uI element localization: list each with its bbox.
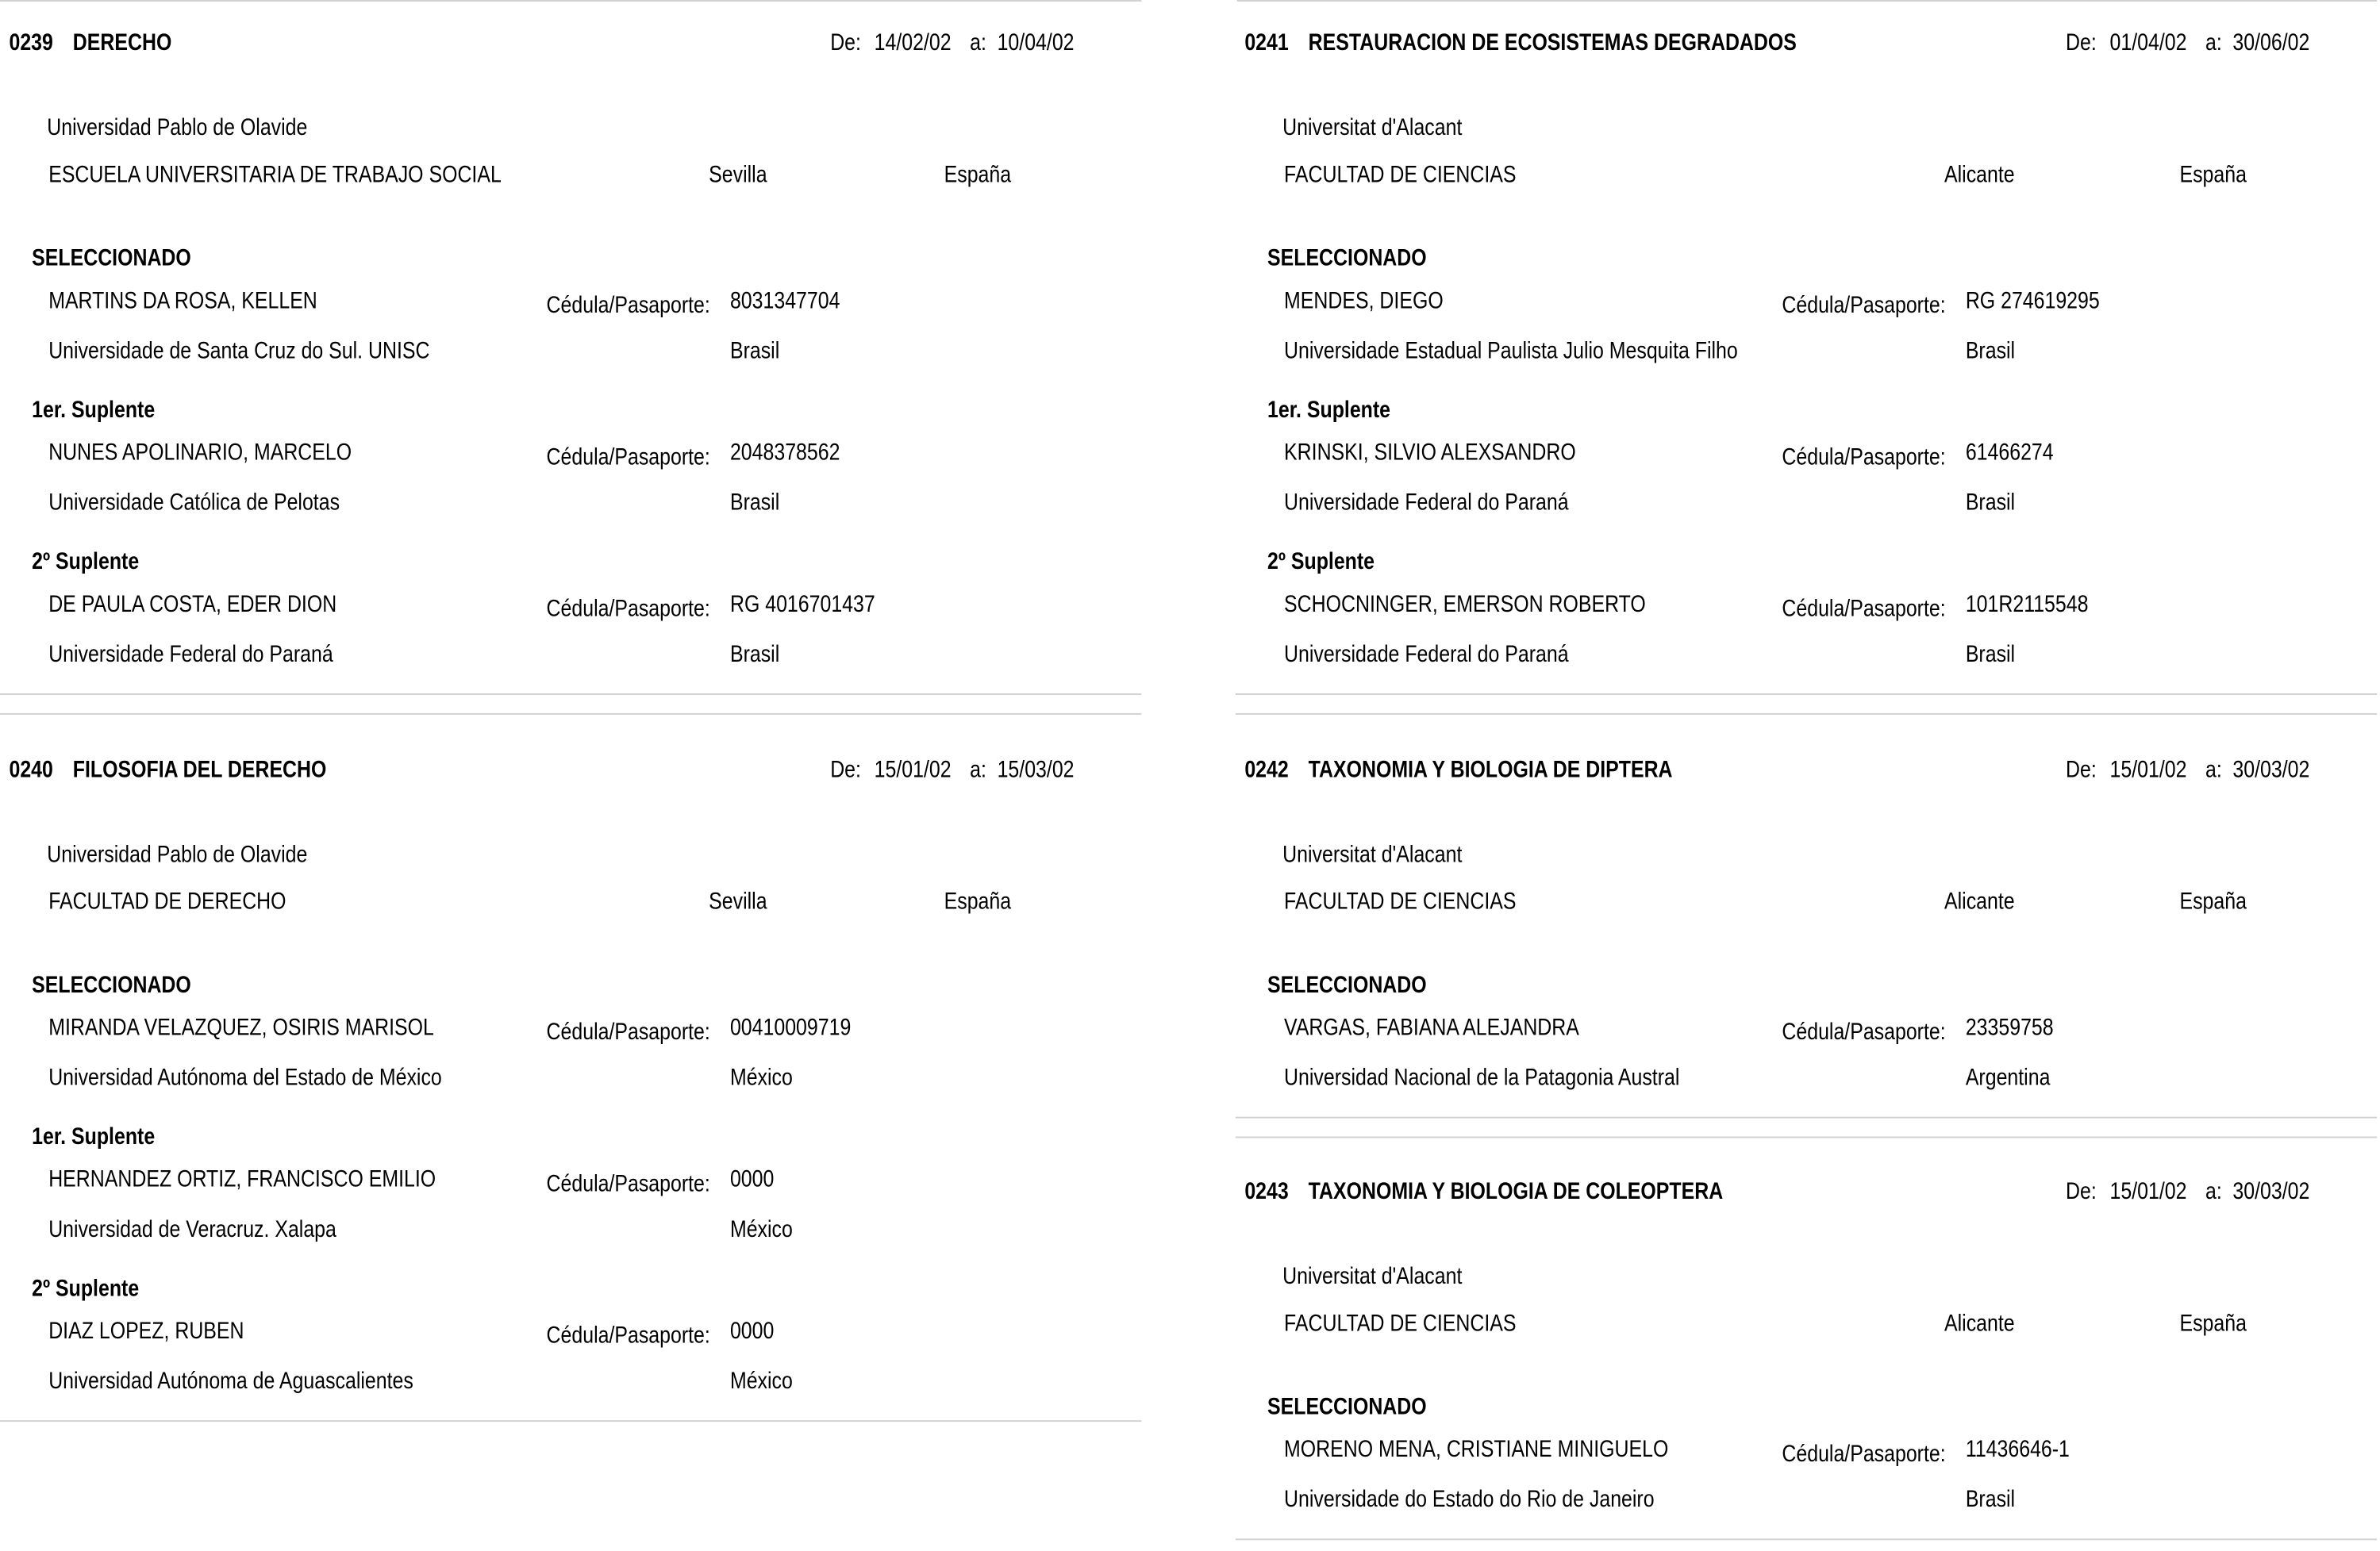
candidate-country: Brasil — [729, 642, 780, 668]
candidate-id: 101R2115548 — [1965, 591, 2089, 618]
candidate-name: KRINSKI, SILVIO ALEXSANDRO — [1284, 440, 1576, 466]
candidate-role: 1er. Suplente — [32, 1124, 156, 1150]
candidate-role: 2º Suplente — [32, 549, 140, 575]
date-to: 30/03/02 — [2232, 1179, 2310, 1205]
candidate-id: 11436646-1 — [1965, 1437, 2070, 1463]
block-divider — [0, 1420, 1141, 1422]
id-label: Cédula/Pasaporte: — [546, 1019, 710, 1046]
host-city: Alicante — [1944, 889, 2015, 916]
date-to: 15/03/02 — [997, 757, 1075, 783]
candidate-name: MORENO MENA, CRISTIANE MINIGUELO — [1284, 1437, 1669, 1463]
course-title: DERECHO — [72, 30, 172, 56]
date-to: 10/04/02 — [997, 30, 1075, 56]
host-country: España — [2179, 889, 2247, 916]
id-label: Cédula/Pasaporte: — [1782, 293, 1946, 319]
date-to: 30/06/02 — [2232, 30, 2310, 56]
host-university: Universidad Pablo de Olavide — [47, 115, 308, 141]
candidate-id: 8031347704 — [729, 288, 840, 314]
host-city: Sevilla — [709, 162, 767, 189]
block-divider — [0, 713, 1141, 715]
candidate-id: 2048378562 — [729, 440, 840, 466]
host-city: Alicante — [1944, 162, 2015, 189]
course-code: 0240 — [9, 757, 53, 783]
host-faculty: FACULTAD DE CIENCIAS — [1284, 889, 1517, 916]
candidate-role: SELECCIONADO — [1267, 1394, 1427, 1421]
host-country: España — [2179, 162, 2247, 189]
host-faculty: ESCUELA UNIVERSITARIA DE TRABAJO SOCIAL — [48, 162, 502, 189]
candidate-country: Brasil — [1965, 642, 2016, 668]
candidate-id: 00410009719 — [729, 1015, 852, 1042]
candidate-name: MENDES, DIEGO — [1284, 288, 1444, 314]
candidate-country: Brasil — [729, 338, 780, 365]
candidate-institution: Universidad de Veracruz. Xalapa — [48, 1216, 336, 1243]
course-code: 0241 — [1244, 30, 1289, 56]
host-faculty: FACULTAD DE CIENCIAS — [1284, 1311, 1517, 1338]
block-divider — [1236, 693, 2377, 695]
course-title: TAXONOMIA Y BIOLOGIA DE DIPTERA — [1308, 757, 1673, 783]
date-from: 01/04/02 — [2109, 30, 2187, 56]
candidate-role: SELECCIONADO — [32, 972, 191, 999]
host-country: España — [2179, 1311, 2247, 1338]
candidate-name: SCHOCNINGER, EMERSON ROBERTO — [1284, 591, 1646, 618]
top-divider — [1237, 0, 2377, 2]
candidate-role: 1er. Suplente — [1267, 397, 1391, 424]
candidate-institution: Universidade Federal do Paraná — [48, 642, 333, 668]
date-from: 15/01/02 — [874, 757, 952, 783]
candidate-country: México — [729, 1369, 793, 1395]
candidate-id: 0000 — [729, 1319, 775, 1345]
candidate-name: DIAZ LOPEZ, RUBEN — [48, 1319, 244, 1345]
candidate-country: Brasil — [1965, 489, 2016, 516]
course-title: FILOSOFIA DEL DERECHO — [72, 757, 327, 783]
candidate-institution: Universidade Católica de Pelotas — [48, 489, 340, 516]
id-label: Cédula/Pasaporte: — [546, 293, 710, 319]
candidate-institution: Universidad Nacional de la Patagonia Austral — [1284, 1065, 1680, 1092]
candidate-name: MARTINS DA ROSA, KELLEN — [48, 288, 317, 314]
host-city: Sevilla — [709, 889, 767, 916]
host-country: España — [944, 162, 1012, 189]
candidate-name: DE PAULA COSTA, EDER DION — [48, 591, 337, 618]
host-university: Universitat d'Alacant — [1282, 1264, 1463, 1290]
candidate-id: RG 274619295 — [1965, 288, 2100, 314]
host-faculty: FACULTAD DE DERECHO — [48, 889, 286, 916]
candidate-role: SELECCIONADO — [1267, 972, 1427, 999]
candidate-role: 2º Suplente — [32, 1276, 140, 1303]
id-label: Cédula/Pasaporte: — [546, 1323, 710, 1349]
date-from: 15/01/02 — [2109, 1179, 2187, 1205]
host-faculty: FACULTAD DE CIENCIAS — [1284, 162, 1517, 189]
block-divider — [1236, 1538, 2377, 1540]
date-from: 15/01/02 — [2109, 757, 2187, 783]
candidate-country: Brasil — [1965, 1487, 2016, 1513]
block-divider — [1236, 1117, 2377, 1119]
date-to-label: a: — [2205, 757, 2222, 783]
course-code: 0242 — [1244, 757, 1289, 783]
candidate-id: 61466274 — [1965, 440, 2054, 466]
candidate-institution: Universidade de Santa Cruz do Sul. UNISC — [48, 338, 430, 365]
top-divider — [0, 0, 1141, 2]
candidate-country: Brasil — [1965, 338, 2016, 365]
date-from-label: De: — [830, 757, 861, 783]
course-title: RESTAURACION DE ECOSISTEMAS DEGRADADOS — [1308, 30, 1797, 56]
candidate-institution: Universidade do Estado do Rio de Janeiro — [1284, 1487, 1655, 1513]
date-from-label: De: — [2066, 30, 2097, 56]
candidate-country: Argentina — [1965, 1065, 2051, 1092]
candidate-country: México — [729, 1216, 793, 1243]
id-label: Cédula/Pasaporte: — [1782, 1019, 1946, 1046]
host-country: España — [944, 889, 1012, 916]
date-from: 14/02/02 — [874, 30, 952, 56]
candidate-role: 1er. Suplente — [32, 397, 156, 424]
candidate-id: RG 4016701437 — [729, 591, 875, 618]
date-from-label: De: — [2066, 1179, 2097, 1205]
id-label: Cédula/Pasaporte: — [1782, 596, 1946, 623]
candidate-name: HERNANDEZ ORTIZ, FRANCISCO EMILIO — [48, 1166, 436, 1193]
date-from-label: De: — [830, 30, 861, 56]
candidate-role: 2º Suplente — [1267, 549, 1375, 575]
candidate-id: 23359758 — [1965, 1015, 2054, 1042]
candidate-role: SELECCIONADO — [32, 245, 191, 272]
candidate-country: México — [729, 1065, 793, 1092]
host-university: Universitat d'Alacant — [1282, 115, 1463, 141]
date-from-label: De: — [2066, 757, 2097, 783]
date-to-label: a: — [2205, 1179, 2222, 1205]
candidate-id: 0000 — [729, 1166, 775, 1193]
id-label: Cédula/Pasaporte: — [1782, 444, 1946, 470]
course-title: TAXONOMIA Y BIOLOGIA DE COLEOPTERA — [1308, 1179, 1724, 1205]
date-to-label: a: — [2205, 30, 2222, 56]
id-label: Cédula/Pasaporte: — [546, 596, 710, 623]
date-to-label: a: — [970, 757, 986, 783]
candidate-role: SELECCIONADO — [1267, 245, 1427, 272]
id-label: Cédula/Pasaporte: — [1782, 1441, 1946, 1468]
candidate-country: Brasil — [729, 489, 780, 516]
candidate-institution: Universidade Estadual Paulista Julio Mesquita Filho — [1284, 338, 1738, 365]
candidate-name: VARGAS, FABIANA ALEJANDRA — [1284, 1015, 1579, 1042]
candidate-name: MIRANDA VELAZQUEZ, OSIRIS MARISOL — [48, 1015, 434, 1042]
id-label: Cédula/Pasaporte: — [546, 1171, 710, 1198]
block-divider — [1236, 713, 2377, 715]
block-divider — [1236, 1137, 2377, 1138]
id-label: Cédula/Pasaporte: — [546, 444, 710, 470]
candidate-institution: Universidad Autónoma de Aguascalientes — [48, 1369, 413, 1395]
candidate-institution: Universidad Autónoma del Estado de México — [48, 1065, 442, 1092]
course-code: 0239 — [9, 30, 53, 56]
host-university: Universitat d'Alacant — [1282, 842, 1463, 869]
candidate-name: NUNES APOLINARIO, MARCELO — [48, 440, 352, 466]
block-divider — [0, 693, 1141, 695]
candidate-institution: Universidade Federal do Paraná — [1284, 642, 1569, 668]
course-code: 0243 — [1244, 1179, 1289, 1205]
candidate-institution: Universidade Federal do Paraná — [1284, 489, 1569, 516]
host-university: Universidad Pablo de Olavide — [47, 842, 308, 869]
date-to: 30/03/02 — [2232, 757, 2310, 783]
host-city: Alicante — [1944, 1311, 2015, 1338]
date-to-label: a: — [970, 30, 986, 56]
